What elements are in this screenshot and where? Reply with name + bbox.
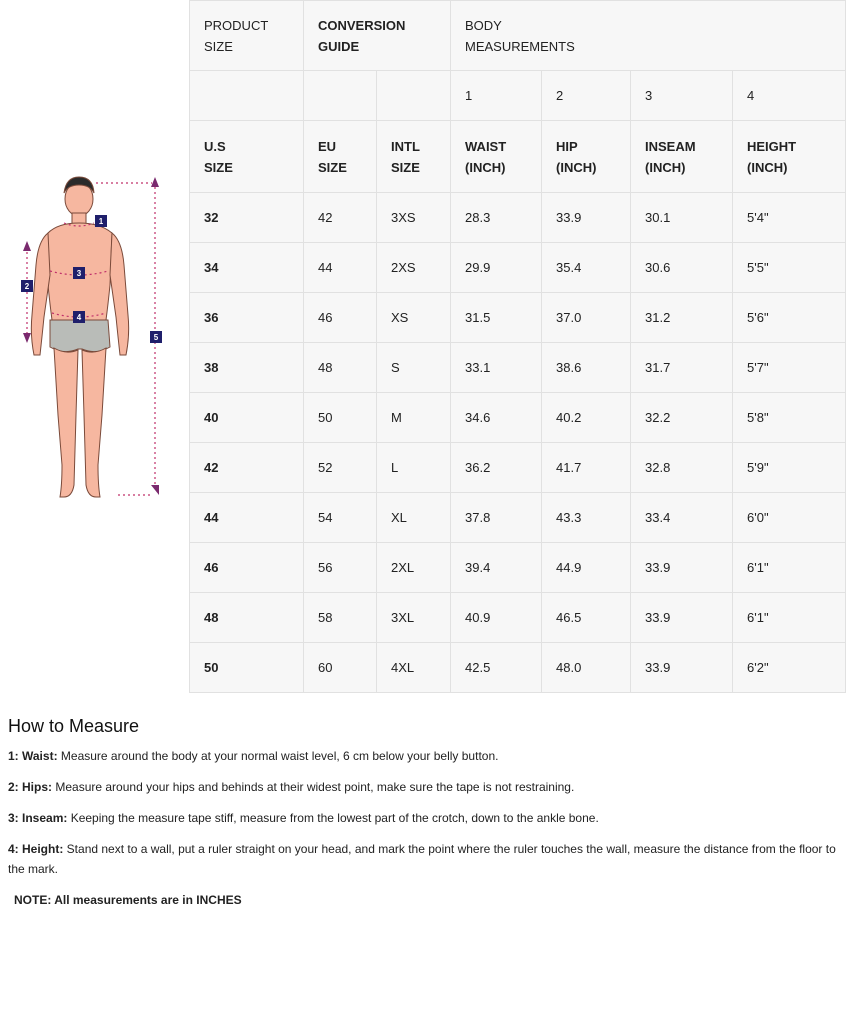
table-cell: 42 (190, 443, 304, 493)
marker-label: 2 (24, 282, 30, 291)
table-cell: XL (377, 493, 451, 543)
table-cell: 33.4 (631, 493, 733, 543)
table-cell: 60 (304, 643, 377, 693)
size-chart-table (189, 0, 846, 693)
table-row (190, 443, 846, 493)
table-cell: 54 (304, 493, 377, 543)
column-header: WAIST (INCH) (451, 121, 542, 193)
table-cell: 32.2 (631, 393, 733, 443)
table-cell: 43.3 (542, 493, 631, 543)
column-header: HIP (INCH) (542, 121, 631, 193)
header-row (190, 71, 846, 121)
marker-label: 5 (153, 333, 159, 342)
table-cell: 34 (190, 243, 304, 293)
table-cell: 33.9 (631, 543, 733, 593)
table-cell: 36.2 (451, 443, 542, 493)
table-cell: 42 (304, 193, 377, 243)
table-cell: 32 (190, 193, 304, 243)
table-cell: 6'0" (733, 493, 846, 543)
table-cell: 37.8 (451, 493, 542, 543)
table-cell: 6'1" (733, 543, 846, 593)
table-cell: L (377, 443, 451, 493)
header-cell (190, 71, 304, 121)
body-measurement-figure (0, 165, 188, 510)
column-header: HEIGHT (INCH) (733, 121, 846, 193)
section-title: How to Measure (8, 716, 140, 736)
table-cell: 5'9" (733, 443, 846, 493)
table-cell: 44.9 (542, 543, 631, 593)
table-cell: 33.9 (631, 593, 733, 643)
header-cell: 2 (542, 71, 631, 121)
table-cell: 31.2 (631, 293, 733, 343)
header-cell (304, 71, 377, 121)
table-row (190, 343, 846, 393)
table-row (190, 543, 846, 593)
instruction-label: 3: Inseam: (8, 811, 68, 825)
column-header: EU SIZE (304, 121, 377, 193)
table-cell: 40.9 (451, 593, 542, 643)
table-cell: 34.6 (451, 393, 542, 443)
header-row (190, 121, 846, 193)
table-cell: 2XL (377, 543, 451, 593)
table-cell: 4XL (377, 643, 451, 693)
column-header: U.S SIZE (190, 121, 304, 193)
header-cell: CONVERSION GUIDE (304, 1, 451, 71)
table-cell: 40.2 (542, 393, 631, 443)
measure-instructions (8, 746, 843, 879)
table-cell: 44 (190, 493, 304, 543)
marker-label: 1 (98, 217, 104, 226)
table-cell: 2XS (377, 243, 451, 293)
header-cell: 1 (451, 71, 542, 121)
header-row (190, 1, 846, 71)
table-cell: XS (377, 293, 451, 343)
table-cell: 30.6 (631, 243, 733, 293)
table-cell: 52 (304, 443, 377, 493)
table-cell: 6'2" (733, 643, 846, 693)
table-cell: 5'8" (733, 393, 846, 443)
table-cell: 46 (190, 543, 304, 593)
table-cell: 42.5 (451, 643, 542, 693)
instruction-label: 2: Hips: (8, 780, 53, 794)
table-cell: 39.4 (451, 543, 542, 593)
instruction-label: 4: Height: (8, 842, 64, 856)
header-cell: 4 (733, 71, 846, 121)
table-cell: 28.3 (451, 193, 542, 243)
table-cell: 30.1 (631, 193, 733, 243)
measure-instruction (8, 808, 843, 828)
measure-instruction (8, 746, 843, 766)
table-cell: 5'5" (733, 243, 846, 293)
table-cell: 3XS (377, 193, 451, 243)
table-row (190, 393, 846, 443)
header-cell: 3 (631, 71, 733, 121)
table-cell: 33.1 (451, 343, 542, 393)
instruction-label: 1: Waist: (8, 749, 58, 763)
table-cell: 31.5 (451, 293, 542, 343)
measure-instruction (8, 777, 843, 797)
table-cell: 48 (190, 593, 304, 643)
table-cell: 31.7 (631, 343, 733, 393)
table-cell: 6'1" (733, 593, 846, 643)
how-to-measure-section (8, 716, 843, 921)
table-cell: 41.7 (542, 443, 631, 493)
units-note: NOTE: All measurements are in INCHES (14, 893, 242, 907)
table-cell: 33.9 (542, 193, 631, 243)
column-header: INTL SIZE (377, 121, 451, 193)
column-header: INSEAM (INCH) (631, 121, 733, 193)
table-row (190, 193, 846, 243)
table-cell: 35.4 (542, 243, 631, 293)
header-cell: BODY MEASUREMENTS (451, 1, 846, 71)
table-cell: 58 (304, 593, 377, 643)
instruction-text: Measure around your hips and behinds at their widest point, make sure the tape is not restraining. (52, 780, 575, 794)
table-cell: 48 (304, 343, 377, 393)
table-row (190, 593, 846, 643)
marker-label: 4 (76, 313, 82, 322)
table-cell: 3XL (377, 593, 451, 643)
table-cell: 36 (190, 293, 304, 343)
table-cell: 38.6 (542, 343, 631, 393)
table-cell: 50 (190, 643, 304, 693)
table-cell: 33.9 (631, 643, 733, 693)
measure-instruction (8, 839, 843, 879)
instruction-text: Measure around the body at your normal waist level, 6 cm below your belly button. (57, 749, 499, 763)
table-cell: 32.8 (631, 443, 733, 493)
table-cell: M (377, 393, 451, 443)
table-cell: 5'7" (733, 343, 846, 393)
table-cell: 50 (304, 393, 377, 443)
table-cell: 56 (304, 543, 377, 593)
table-row (190, 643, 846, 693)
table-cell: 44 (304, 243, 377, 293)
table-cell: 40 (190, 393, 304, 443)
table-cell: 5'4" (733, 193, 846, 243)
table-row (190, 293, 846, 343)
header-cell (377, 71, 451, 121)
table-cell: 48.0 (542, 643, 631, 693)
table-cell: 5'6" (733, 293, 846, 343)
instruction-text: Stand next to a wall, put a ruler straight on your head, and mark the point where the ruler touches the wall, measure the distance from the floor to the mark. (8, 842, 836, 876)
table-cell: 38 (190, 343, 304, 393)
instruction-text: Keeping the measure tape stiff, measure from the lowest part of the crotch, down to the ankle bone. (67, 811, 599, 825)
body-silhouette-icon (31, 177, 128, 497)
table-cell: S (377, 343, 451, 393)
table-row (190, 493, 846, 543)
table-cell: 46.5 (542, 593, 631, 643)
table-row (190, 243, 846, 293)
table-cell: 46 (304, 293, 377, 343)
table-cell: 37.0 (542, 293, 631, 343)
marker-label: 3 (76, 269, 82, 278)
table-cell: 29.9 (451, 243, 542, 293)
header-cell: PRODUCT SIZE (190, 1, 304, 71)
